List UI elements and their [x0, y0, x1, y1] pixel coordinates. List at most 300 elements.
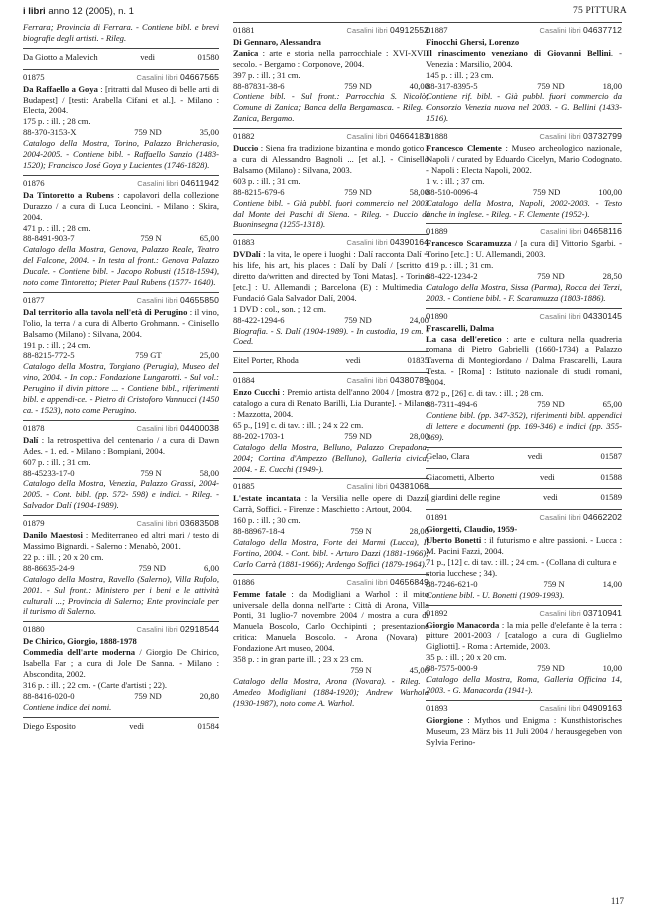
entry-number: 01893: [426, 702, 448, 713]
entry-physical: 35 p. : ill. ; 20 x 20 cm.: [426, 652, 507, 663]
entry-physical: 603 p. : ill. ; 31 cm.: [233, 175, 301, 186]
entry-notes: Catalogo della Mostra, Belluno, Palazzo Crepadona, 2004; Cortina d'Ampezzo (Belluno), Galleria civica, 2004. - E. Cucchi (1949-).: [233, 441, 429, 474]
catalog-entry: [23, 621, 219, 712]
entry-number: 01891: [426, 512, 448, 523]
casalini-code: [540, 512, 622, 524]
entry-physical: 175 p. : ill. ; 28 cm.: [23, 116, 91, 127]
entry-order-line: [23, 350, 219, 361]
casalini-label: Casalini libri: [540, 227, 584, 237]
entry-number: 01879: [23, 518, 45, 529]
casalini-code: [347, 481, 429, 493]
entry-description: [23, 307, 219, 340]
entry-header: [23, 518, 219, 530]
entry-notes: Contiene bibl. - Già pubbl. fuori commercio nel 2003 dal Monte dei Paschi di Siena. - Rileg. - Duccio di Buoninsegna (1255-1318).: [233, 197, 429, 230]
entry-order-line: [23, 563, 219, 574]
casalini-label: Casalini libri: [539, 311, 583, 321]
entry-publication: : Premio artista dell'anno 2004 / [mostra e catalogo a cura di Renato Barilli, Lia Durante]. - Milano : Mazzotta, 2004.: [233, 387, 429, 419]
catalog-entry: [233, 478, 429, 569]
entry-title: Zanica: [233, 47, 259, 58]
xref-vedi: vedi: [345, 355, 361, 366]
isbn: 88-88967-18-4: [233, 526, 285, 537]
catalog-entry: [23, 69, 219, 171]
entry-number: 01886: [233, 576, 255, 587]
casalini-id: 03732799: [582, 131, 622, 142]
entry-notes: Contiene bibl. - Sul front.: Parrocchia S. Nicolò; Comune di Zanica; Banca della Bergamasca. - Rileg. - Zanica, Bergamo.: [233, 91, 429, 124]
casalini-label: Casalini libri: [346, 577, 390, 587]
casalini-label: Casalini libri: [346, 482, 390, 492]
casalini-code: [347, 25, 429, 37]
entry-title: Danilo Maestosi: [23, 530, 83, 541]
entry-publication: : da Modigliani a Warhol : il mito universale della donna nell'arte : Città di Arona, Villa Ponti, 31 luglio-7 novembre 2004 / mostra a cura di Manuela Boscolo, Carlo Occhipinti ; presentazione critica: Manuela Boscolo. - Arona (Novara) : Fondazione Art museo, 2004.: [233, 588, 429, 654]
entry-header: [233, 237, 429, 249]
entry-physical: 471 p. : ill. ; 28 cm.: [23, 222, 91, 233]
entry-header: [426, 131, 622, 143]
price: 65,00: [199, 233, 219, 244]
price: 45,00: [409, 664, 429, 675]
casalini-label: Casalini libri: [539, 703, 583, 713]
running-header: [23, 6, 627, 20]
entry-publication: : capolavori della collezione Durazzo / a cura di Luca Leoncini. - Milano : Skira, 2004.: [23, 189, 219, 222]
casalini-id: 03710941: [582, 607, 622, 618]
xref-from: Eitel Porter, Rhoda: [233, 355, 299, 366]
entry-header: [233, 25, 429, 37]
entry-order-line: [23, 691, 219, 702]
price: 58,00: [409, 186, 429, 197]
entry-description: [233, 48, 429, 70]
entry-notes: Catalogo della Mostra, Arona (Novara). - Rileg. - Amedeo Modigliani (1884-1920); Andrew Warhola (1930-1987), noto come A. Warhol.: [233, 675, 429, 708]
isbn: 88-86635-24-9: [23, 562, 75, 573]
price: 100,00: [598, 186, 622, 197]
cross-reference: [426, 447, 622, 464]
isbn: 88-8215-772-5: [23, 350, 75, 361]
catalog-entry: [426, 700, 622, 748]
entry-physical: 119 p. : ill. ; 31 cm.: [426, 260, 494, 271]
casalini-label: Casalini libri: [136, 295, 180, 305]
entry-description: [233, 589, 429, 654]
price: 28,50: [602, 271, 622, 282]
catalog-entry: [426, 22, 622, 124]
class-code: 759 ND: [134, 127, 162, 138]
entry-order-line: [23, 127, 219, 138]
isbn: 88-7311-494-6: [426, 399, 478, 409]
entry-description: [426, 535, 622, 557]
price: 28,00: [409, 526, 429, 537]
entry-header: [426, 226, 622, 238]
casalini-label: Casalini libri: [136, 72, 180, 82]
entry-order-line: [426, 187, 622, 198]
xref-to: 01584: [197, 720, 219, 731]
entry-notes: Catalogo della Mostra, Napoli, 2002-2003. - Testo anche in inglese. - Rileg. - F. Clemente (1952-).: [426, 197, 622, 219]
casalini-label: Casalini libri: [539, 26, 583, 35]
casalini-code: [540, 226, 622, 238]
entry-header: [23, 72, 219, 84]
casalini-id: 04909163: [582, 702, 622, 713]
catalog-entry: [426, 605, 622, 696]
casalini-code: [540, 131, 622, 143]
entry-title: Commedia dell'arte moderna: [23, 647, 136, 658]
entry-header: [426, 703, 622, 715]
xref-from: Diego Esposito: [23, 720, 76, 731]
entry-description: [233, 249, 429, 304]
casalini-label: Casalini libri: [136, 423, 180, 433]
casalini-label: Casalini libri: [137, 178, 181, 188]
casalini-id: 02918544: [179, 624, 219, 635]
casalini-label: Casalini libri: [346, 26, 390, 35]
casalini-id: 03683508: [179, 518, 219, 529]
catalog-entry: [426, 308, 622, 443]
entry-order-line: [23, 468, 219, 479]
entry-description: [426, 48, 622, 70]
entry-number: 01889: [426, 226, 448, 237]
entry-description: [23, 435, 219, 457]
entry-notes: Catalogo della Mostra, Sissa (Parma), Rocca dei Terzi, 2003. - Contiene bibl. - F. Scaramuzza (1803-1886).: [426, 281, 622, 303]
xref-to: 01587: [600, 450, 622, 461]
casalini-label: Casalini libri: [346, 238, 390, 248]
cross-reference: [233, 351, 429, 368]
casalini-id: 04381068: [389, 481, 429, 492]
casalini-code: [540, 25, 622, 37]
price: 24,00: [409, 314, 429, 325]
xref-from: Giacometti, Alberto: [426, 471, 495, 482]
entry-publication: : arte e storia nella parrocchiale : XVI-XVII secolo. - Bergamo : Corponove, 2004.: [233, 47, 429, 69]
entry-title: Dal territorio alla tavola nell'età di Perugino: [23, 306, 188, 317]
section-title: 75 PITTURA: [573, 6, 627, 16]
entry-order-line: [426, 399, 622, 410]
entry-notes: Catalogo della Mostra, Torgiano (Perugia), Museo del vino, 2004. - In cop.: Fondazione Lungarotti. - Sul vol.: Perugino il divin pittore ... - Contiene bibl., riferimenti bibl. e appendi-ce. - Pietro di Cristoforo Vannucci (1450 ca. - 1523), noto come Perugino.: [23, 361, 219, 415]
entry-physical: 316 p. : ill. ; 22 cm. - (Carte d'artisti ; 22).: [23, 679, 168, 690]
isbn: 88-317-8395-5: [426, 80, 478, 91]
entry-notes: Contiene bibl. (pp. 347-352), riferimenti bibl. appendici di lettere e documenti (pp. 169-346) e indici (pp. 355-369).: [426, 409, 622, 442]
casalini-label: Casalini libri: [346, 376, 390, 386]
continued-notes: Ferrara; Provincia di Ferrara. - Contiene bibl. e brevi biografie degli artisti. - Rileg.: [23, 22, 219, 43]
entry-order-line: [426, 271, 622, 282]
entry-number: 01877: [23, 294, 45, 305]
entry-order-line: [233, 81, 429, 92]
entry-publication: : Museo archeologico nazionale, Napoli / curated by Eduardo Cicelyn, Mario Codognato. - Napoli : Electa Napoli, 2002.: [426, 143, 623, 175]
entry-title: Da Raffaello a Goya: [23, 83, 98, 94]
casalini-label: Casalini libri: [539, 513, 583, 523]
entry-title: Femme fatale: [233, 588, 287, 599]
casalini-code: [540, 608, 622, 620]
entry-notes: Catalogo della Mostra, Ravello (Salerno), Villa Rufolo, 2001. - Sul front.: Ministero per i beni e le attività culturali ...; Provincia di Salerno; Ente provinciale per il turismo di Salerno.: [23, 573, 219, 617]
casalini-code: [137, 178, 219, 190]
casalini-id: 04400038: [179, 422, 219, 433]
entry-description: [23, 84, 219, 117]
cross-reference: [426, 468, 622, 485]
entry-header: [426, 608, 622, 620]
casalini-id: 04330145: [582, 310, 622, 321]
xref-vedi: vedi: [140, 51, 155, 62]
entry-author: Di Gennaro, Alessandra: [233, 36, 321, 47]
entry-description: [233, 143, 429, 176]
xref-vedi: vedi: [129, 720, 145, 731]
entry-author: Frascarelli, Dalma: [426, 322, 495, 333]
casalini-id: 04912552: [389, 25, 429, 35]
class-code: 759 N: [140, 467, 162, 478]
isbn: 88-422-1234-2: [426, 271, 478, 282]
entry-notes: Catalogo della Mostra, Forte dei Marmi (Lucca), Il Fortino, 2004. - Cont. bibl. - Arturo Dazzi (1881-1966); Carlo Carrà (1881-1966); Ardengo Soffici (1879-1964).: [233, 536, 429, 569]
entry-physical: 397 p. : ill. ; 31 cm.: [233, 69, 301, 80]
isbn: 88-202-1703-1: [233, 430, 285, 441]
casalini-id: 04658116: [583, 226, 622, 237]
entry-description: [23, 647, 219, 680]
entry-header: [426, 512, 622, 524]
class-code: 759 N: [350, 664, 372, 675]
catalog-entry: [233, 574, 429, 709]
casalini-id: 04611942: [180, 177, 219, 188]
entry-title: Giorgione: [426, 714, 463, 725]
journal-issue: anno 12 (2005), n. 1: [48, 6, 134, 17]
entry-publication: / [a cura di] Vittorio Sgarbi. - Torino [etc.] : U. Allemandi, 2003.: [426, 238, 622, 260]
entry-number: 01887: [426, 25, 448, 35]
casalini-code: [137, 624, 219, 636]
entry-physical: 160 p. : ill. ; 30 cm.: [233, 515, 301, 526]
entry-physical: 65 p., [19] c. di tav. : ill. ; 24 x 22 cm.: [233, 419, 364, 430]
entry-order-line: [23, 233, 219, 244]
class-code: 759 ND: [138, 562, 166, 573]
cross-reference: [426, 488, 622, 505]
entry-title: Da Tintoretto a Rubens: [23, 189, 114, 200]
casalini-code: [540, 311, 622, 323]
price: 25,00: [199, 350, 219, 361]
column-2: [233, 22, 429, 709]
price: 14,00: [602, 578, 622, 589]
entry-author: Finocchi Ghersi, Lorenzo: [426, 36, 520, 47]
isbn: 88-8416-020-0: [23, 690, 75, 701]
entry-number: 01876: [23, 177, 45, 188]
class-code: 759 ND: [344, 186, 372, 197]
entry-publication: : la mia pelle d'elefante è la terra : pitture 2001-2003 / [catalogo a cura di Guglielmo Gigliotti]. - Roma : Artemide, 2003.: [426, 619, 622, 652]
entry-number: 01882: [233, 131, 255, 142]
entry-publication: : la vita, le opere i luoghi : Dalí racconta Dalí = his life, his art, his places : Dalí by Dalí / [scritto e diretto da/written and directed by Toni Matas]. - Torino [etc.] : U. Allemandi ; Barcelona (E) : Multimedia : Fundació Gala Salvador Dalí, 2004.: [233, 249, 429, 303]
xref-to: 01588: [600, 471, 622, 482]
entry-description: [426, 620, 622, 653]
entry-physical: 191 p. : ill. ; 24 cm.: [23, 339, 91, 350]
journal-title: [23, 6, 134, 17]
cross-reference: [23, 717, 219, 734]
entry-header: [426, 311, 622, 323]
entry-physical: 372 p., [26] c. di tav. : ill. ; 28 cm.: [426, 388, 544, 399]
casalini-code: [137, 423, 219, 435]
entry-order-line: [426, 579, 622, 590]
casalini-label: Casalini libri: [346, 132, 390, 142]
class-code: 759 ND: [344, 430, 372, 441]
entry-description: [426, 715, 622, 748]
isbn: 88-87831-38-6: [233, 80, 285, 91]
class-code: 759 ND: [537, 399, 565, 409]
entry-title: Giorgio Manacorda: [426, 619, 500, 630]
isbn: 88-510-0096-4: [426, 186, 478, 197]
entry-number: 01892: [426, 607, 448, 618]
entry-order-line: [426, 81, 622, 92]
entry-description: [426, 334, 622, 389]
entry-title: Duccio: [233, 143, 259, 154]
entry-notes: Catalogo della Mostra, Torino, Palazzo Bricherasio, 2004-2005. - Contiene bibl. - Raffaello Sanzio (1483-1520); Francisco José Goya y Lucientes (1746-1828).: [23, 138, 219, 170]
entry-header: [23, 178, 219, 190]
entry-number: 01885: [233, 481, 255, 492]
entry-number: 01890: [426, 310, 448, 321]
isbn: 88-370-3153-X: [23, 127, 77, 138]
entry-physical: 22 p. : ill. ; 20 x 20 cm.: [23, 551, 104, 562]
entry-notes: Biografia. - S. Dalí (1904-1989). - In custodia, 19 cm. - Coed.: [233, 325, 429, 347]
casalini-code: [137, 518, 219, 530]
entry-notes: Contiene bibl. - U. Bonetti (1909-1993).: [426, 589, 565, 600]
entry-title: L'estate incantata: [233, 493, 301, 504]
entry-number: 01883: [233, 237, 255, 248]
casalini-code: [347, 237, 429, 249]
class-code: 759 ND: [134, 690, 162, 701]
entry-number: 01878: [23, 422, 45, 433]
xref-to: 01580: [197, 51, 219, 62]
column-1: [23, 22, 219, 733]
casalini-id: 04380789: [389, 375, 429, 386]
price: 6,00: [203, 562, 219, 573]
xref-from: Da Giotto a Malevich: [23, 51, 98, 62]
price: 35,00: [199, 127, 219, 138]
isbn: 88-8215-679-6: [233, 186, 285, 197]
entry-author: De Chirico, Giorgio, 1888-1978: [23, 636, 137, 647]
entry-order-line: [233, 315, 429, 326]
entry-header: [233, 481, 429, 493]
class-code: 759 ND: [537, 271, 565, 282]
xref-from: Gelao, Clara: [426, 450, 470, 461]
entry-description: [23, 190, 219, 223]
class-code: 759 ND: [537, 80, 565, 91]
entry-physical: 1 DVD : col., son. ; 12 cm.: [233, 303, 326, 314]
entry-header: [426, 25, 622, 37]
entry-header: [23, 423, 219, 435]
entry-description: [233, 493, 429, 515]
entry-physical: 145 p. : ill. ; 23 cm.: [426, 69, 494, 80]
entry-description: [426, 238, 622, 260]
class-code: 759 ND: [532, 186, 561, 197]
entry-number: 01881: [233, 25, 255, 35]
catalog-entry: [426, 128, 622, 219]
entry-description: [23, 530, 219, 552]
entry-order-line: [233, 187, 429, 198]
entry-publication: : Siena fra tradizione bizantina e mondo gotico / a cura di Alessandro Bagnoli ... [et al.]. - Cinisello Balsamo (Milano) : Silvana, 2003.: [233, 143, 429, 175]
entry-header: [233, 131, 429, 143]
entry-title: DVDalí: [233, 249, 261, 260]
entry-physical: 1 v. : ill. ; 37 cm.: [426, 175, 485, 186]
xref-from: I giardini delle regine: [426, 492, 501, 503]
isbn: 88-7246-621-0: [426, 578, 478, 589]
xref-to: 01835: [407, 355, 429, 366]
catalog-entry: [23, 175, 219, 288]
entry-publication: : Mediterraneo ed altri mari / testo di Massimo Bignardi. - Salerno : Menabò, 2001.: [23, 530, 219, 551]
casalini-label: Casalini libri: [539, 132, 583, 142]
entry-header: [233, 375, 429, 387]
casalini-id: 04656849: [389, 576, 429, 587]
entry-number: 01884: [233, 375, 255, 386]
class-code: 759 ND: [344, 314, 372, 325]
isbn: 88-422-1294-6: [233, 314, 285, 325]
xref-vedi: vedi: [539, 471, 555, 482]
catalog-entry: [426, 223, 622, 303]
casalini-code: [347, 375, 429, 387]
entry-notes: Catalogo della Mostra, Venezia, Palazzo Grassi, 2004-2005. - Cont. bibl. (pp. 572- 598) e indici. - Rileg. - Salvador Dalí (1904-1989).: [23, 478, 219, 511]
entry-number: 01875: [23, 71, 45, 82]
casalini-code: [137, 72, 219, 84]
price: 65,00: [602, 399, 622, 409]
entry-notes: Catalogo della Mostra, Genova, Palazzo Reale, Teatro del Falcone, 2004. - In testa al front.: Genova Palazzo Ducale. - Contiene bibl. - Jacopo Robusti (1518-1594), noto come Tintoretto; Pieter Paul Rubens (1577- 1640).: [23, 244, 219, 288]
catalog-entry: [233, 234, 429, 347]
journal-name: i libri: [23, 6, 46, 17]
entry-description: [426, 143, 622, 176]
entry-order-line: [233, 665, 429, 676]
entry-title: Il rinascimento veneziano di Giovanni Bellini: [426, 47, 611, 58]
column-3: [426, 22, 622, 747]
entry-physical: 71 p., [12] c. di tav. : ill. ; 24 cm. - (Collana di cultura e storia lucchese ; 34).: [426, 556, 617, 578]
class-code: 759 N: [350, 526, 372, 537]
entry-publication: : il vino, l'olio, la terra / a cura di Alberto Grohmann. - Cinisello Balsamo (Milano) : Silvana, 2004.: [23, 306, 219, 339]
entry-title: Dalí: [23, 434, 39, 445]
isbn: 88-7575-000-9: [426, 663, 478, 674]
entry-publication: / Giorgio De Chirico, Isabella Far ; a cura di Jole De Sanna. - Milano : Abscondita, 2002.: [23, 647, 219, 679]
cross-reference: [23, 48, 219, 65]
casalini-id: 04667565: [179, 71, 219, 82]
casalini-code: [540, 703, 622, 715]
entry-publication: : arte e cultura nella quadreria romana di Pietro Gabrielli (1660-1734) a Palazzo Taverna di Montegiordano / Dalma Frascarelli, Laura Testa. - [Roma] : Istituto nazionale di studi romani, 2004.: [426, 333, 622, 388]
xref-to: 01589: [600, 492, 622, 503]
casalini-id: 04390164: [389, 237, 429, 248]
page-number: 117: [610, 896, 624, 906]
xref-vedi: vedi: [542, 492, 558, 503]
casalini-label: Casalini libri: [539, 608, 583, 618]
price: 58,00: [199, 467, 219, 478]
class-code: 759 ND: [344, 80, 372, 91]
catalog-entry: [23, 515, 219, 617]
class-code: 759 GT: [135, 350, 162, 361]
entry-publication: : la retrospettiva del centenario / a cura di Dawn Ades. - 1. ed. - Milano : Bompiani, 2004.: [23, 434, 219, 456]
price: 28,00: [409, 430, 429, 441]
casalini-code: [137, 295, 219, 307]
casalini-id: 04664183: [389, 131, 429, 142]
entry-title: Francesco Clemente: [426, 143, 502, 154]
casalini-label: Casalini libri: [136, 519, 180, 529]
entry-title: Francesco Scaramuzza: [426, 238, 512, 249]
casalini-id: 04662202: [582, 512, 622, 523]
catalog-entry: [23, 292, 219, 416]
entry-number: 01880: [23, 624, 45, 635]
entry-order-line: [426, 663, 622, 674]
catalog-entry: [233, 372, 429, 474]
entry-publication: : il futurismo e altre passioni. - Lucca : M. Pacini Fazzi, 2004.: [426, 535, 622, 557]
entry-header: [233, 577, 429, 589]
catalog-entry: [23, 420, 219, 511]
entry-publication: : la Versilia nelle opere di Dazzi, Carrà, Soffici. - Firenze : Maschietto : Artout, 2004.: [233, 493, 429, 515]
price: 20,80: [199, 690, 219, 701]
entry-header: [23, 624, 219, 636]
entry-physical: 607 p. : ill. ; 31 cm.: [23, 456, 91, 467]
catalog-entry: [233, 128, 429, 230]
entry-author: Giorgetti, Claudio, 1959-: [426, 524, 518, 535]
casalini-code: [347, 577, 429, 589]
entry-notes: Catalogo della Mostra, Roma, Galleria Officina 14, 2003. - G. Manacorda (1941-).: [426, 674, 622, 695]
price: 18,00: [602, 80, 622, 91]
class-code: 759 ND: [537, 663, 565, 674]
catalog-entry: [426, 509, 622, 600]
entry-publication: : Mythos und Enigma : Kunsthistorisches Museum, 23 März bis 11 Juli 2004 / herausgegeben von Sylvia Ferino-: [426, 714, 622, 747]
entry-publication: . - Venezia : Marsilio, 2004.: [426, 47, 622, 69]
entry-description: [233, 387, 429, 420]
isbn: 88-45233-17-0: [23, 467, 75, 478]
entry-publication: : [ritratti dal Museo di belle arti di Budapest] / [testi: Arabella Cifani et al.]. - Milano : Electa, 2004.: [23, 83, 220, 116]
entry-number: 01888: [426, 131, 448, 142]
class-code: 759 N: [543, 578, 565, 589]
casalini-label: Casalini libri: [136, 625, 180, 635]
entry-notes: Contiene indice dei nomi.: [23, 701, 112, 712]
